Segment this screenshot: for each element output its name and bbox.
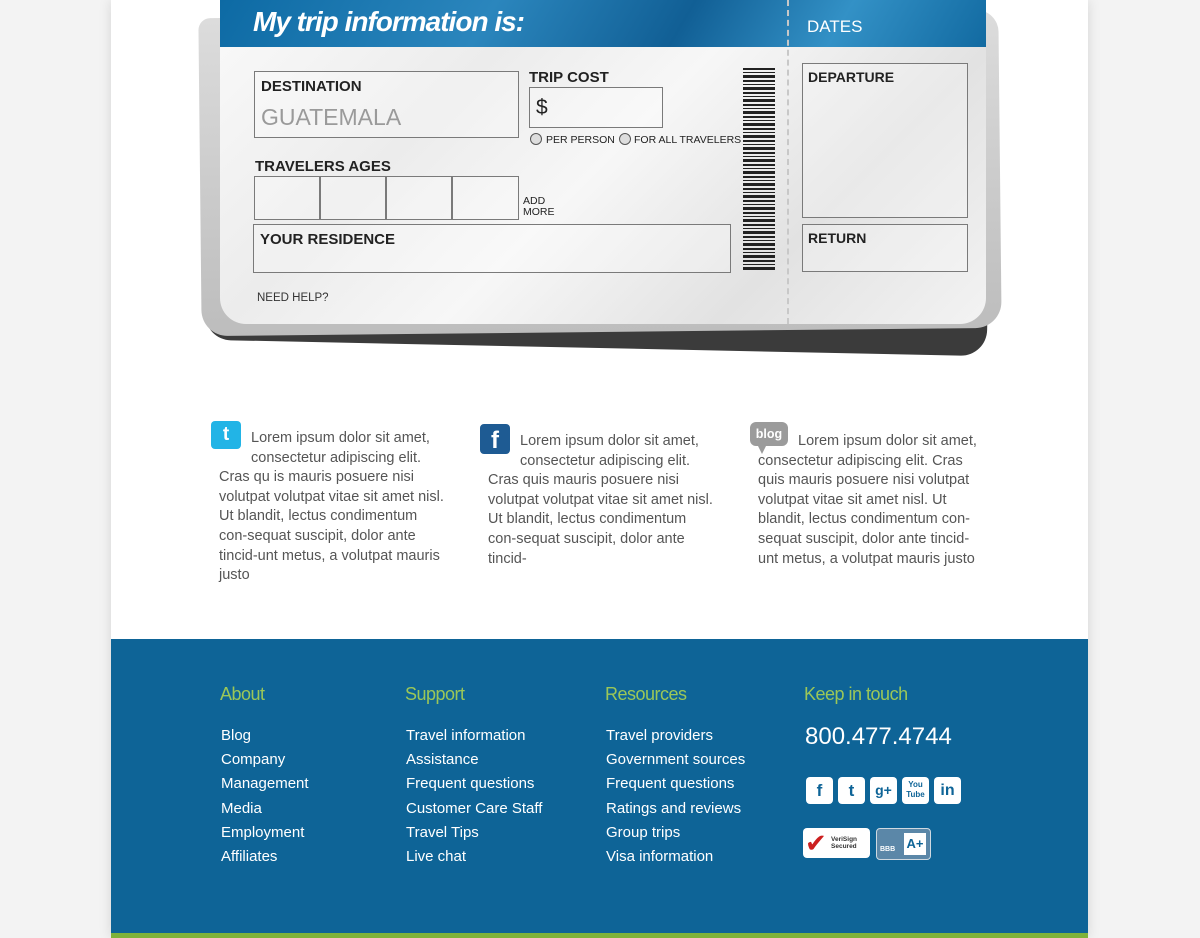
return-label: RETURN <box>808 230 867 246</box>
footer-resources-heading: Resources <box>605 684 687 704</box>
ticket-perforation <box>787 0 789 324</box>
footer-link-live-chat[interactable]: Live chat <box>406 847 467 865</box>
footer-link-travel-tips[interactable]: Travel Tips <box>406 823 479 841</box>
footer-resources-links <box>606 727 745 872</box>
footer-link-assistance[interactable]: Assistance <box>406 751 479 769</box>
bbb-seal[interactable] <box>876 828 931 860</box>
twitter-icon[interactable]: t <box>211 421 241 449</box>
age-field-4[interactable] <box>452 176 519 220</box>
youtube-icon[interactable] <box>902 777 929 804</box>
dates-heading: DATES <box>807 17 863 36</box>
footer-link-travel-providers[interactable]: Travel providers <box>606 727 713 744</box>
per-person-radio[interactable] <box>530 133 542 145</box>
footer-link-government-sources[interactable]: Government sources <box>606 751 746 769</box>
footer-link-management[interactable]: Management <box>221 775 309 793</box>
footer-link-resources-faq[interactable]: Frequent questions <box>606 775 735 793</box>
travelers-ages-label: TRAVELERS AGES <box>255 158 391 175</box>
age-field-1[interactable] <box>254 176 320 220</box>
bbb-rating: A+ <box>904 833 926 855</box>
facebook-blurb <box>488 427 718 569</box>
twitter-icon[interactable]: t <box>838 777 865 804</box>
footer-link-customer-care-staff[interactable]: Customer Care Staff <box>406 799 543 817</box>
checkmark-icon: ✔ <box>805 828 827 858</box>
phone-number[interactable]: 800.477.4744 <box>805 723 952 750</box>
footer-about-links <box>221 727 309 872</box>
google-plus-icon[interactable]: g+ <box>870 777 897 804</box>
departure-field[interactable] <box>802 63 968 218</box>
departure-label: DEPARTURE <box>808 69 895 85</box>
verisign-text-1: VeriSign <box>831 836 858 843</box>
footer-link-employment[interactable]: Employment <box>221 823 305 841</box>
blog-blurb-text: Lorem ipsum dolor sit amet, consectetur adipiscing elit. Cras quis mauris posuere nisi volutpat volutpat vitae sit amet nisl. Ut blandit, lectus condimentum con-sequat suscipit, dolor ante tincid-unt metus, a volutpat mauris justo <box>758 433 977 567</box>
footer-support-links <box>406 727 542 872</box>
youtube-icon-line2: Tube <box>906 790 925 799</box>
add-more-line2: MORE <box>523 206 555 218</box>
verisign-text-2: Secured <box>831 843 857 850</box>
trip-cost-label: TRIP COST <box>529 69 609 86</box>
trip-cost-input[interactable] <box>529 87 663 128</box>
facebook-blurb-text: Lorem ipsum dolor sit amet, consectetur adipiscing elit. Cras quis mauris posuere nisi volutpat volutpat vitae sit amet nisl. Ut blandit, lectus condimentum con-sequat suscipit, dolor ante tincid- <box>488 433 713 567</box>
footer-link-blog[interactable]: Blog <box>221 727 252 744</box>
barcode-graphic <box>743 68 775 272</box>
destination-value[interactable]: GUATEMALA <box>261 104 402 130</box>
add-more-link[interactable] <box>523 196 555 218</box>
linkedin-icon[interactable]: in <box>934 777 961 804</box>
footer-accent-stripe <box>111 933 1088 938</box>
all-travelers-label: FOR ALL TRAVELERS <box>634 134 742 146</box>
all-travelers-radio[interactable] <box>619 133 631 145</box>
verisign-label <box>831 836 857 850</box>
facebook-icon[interactable]: f <box>806 777 833 804</box>
footer-link-visa-information[interactable]: Visa information <box>606 847 714 865</box>
footer-support-heading: Support <box>405 684 465 704</box>
footer-link-affiliates[interactable]: Affiliates <box>221 847 278 865</box>
bbb-label: BBB <box>880 846 896 853</box>
twitter-blurb-text: Lorem ipsum dolor sit amet, consectetur adipiscing elit. Cras qu is mauris posuere nisi volutpat volutpat vitae sit amet nisl. Ut blandit, lectus condimentum con-sequat suscipit, dolor ante tincid-unt metus, a volutpat mauris justo <box>219 430 444 584</box>
blog-icon[interactable]: blog <box>750 422 788 446</box>
destination-label: DESTINATION <box>261 78 362 95</box>
footer-contact-heading: Keep in touch <box>804 684 908 704</box>
footer-link-media[interactable]: Media <box>221 799 262 817</box>
need-help-link[interactable]: NEED HELP? <box>257 292 329 304</box>
residence-label: YOUR RESIDENCE <box>260 231 396 248</box>
footer-link-ratings-reviews[interactable]: Ratings and reviews <box>606 799 742 817</box>
twitter-blurb <box>219 424 449 586</box>
verisign-seal[interactable] <box>803 828 870 858</box>
ticket-title: My trip information is: <box>253 6 524 37</box>
age-field-3[interactable] <box>386 176 452 220</box>
footer-link-frequent-questions[interactable]: Frequent questions <box>406 775 535 793</box>
youtube-icon-line1: You <box>908 780 923 789</box>
facebook-icon[interactable]: f <box>480 424 510 454</box>
trip-info-ticket <box>220 0 986 324</box>
footer-link-travel-information[interactable]: Travel information <box>406 727 526 744</box>
add-more-line1: ADD <box>523 195 546 207</box>
footer-about-heading: About <box>220 684 265 704</box>
age-field-2[interactable] <box>320 176 386 220</box>
blog-blurb <box>755 427 988 569</box>
footer-link-group-trips[interactable]: Group trips <box>606 823 681 841</box>
footer-link-company[interactable]: Company <box>221 751 286 769</box>
currency-symbol: $ <box>536 96 548 119</box>
per-person-label: PER PERSON <box>546 134 615 146</box>
